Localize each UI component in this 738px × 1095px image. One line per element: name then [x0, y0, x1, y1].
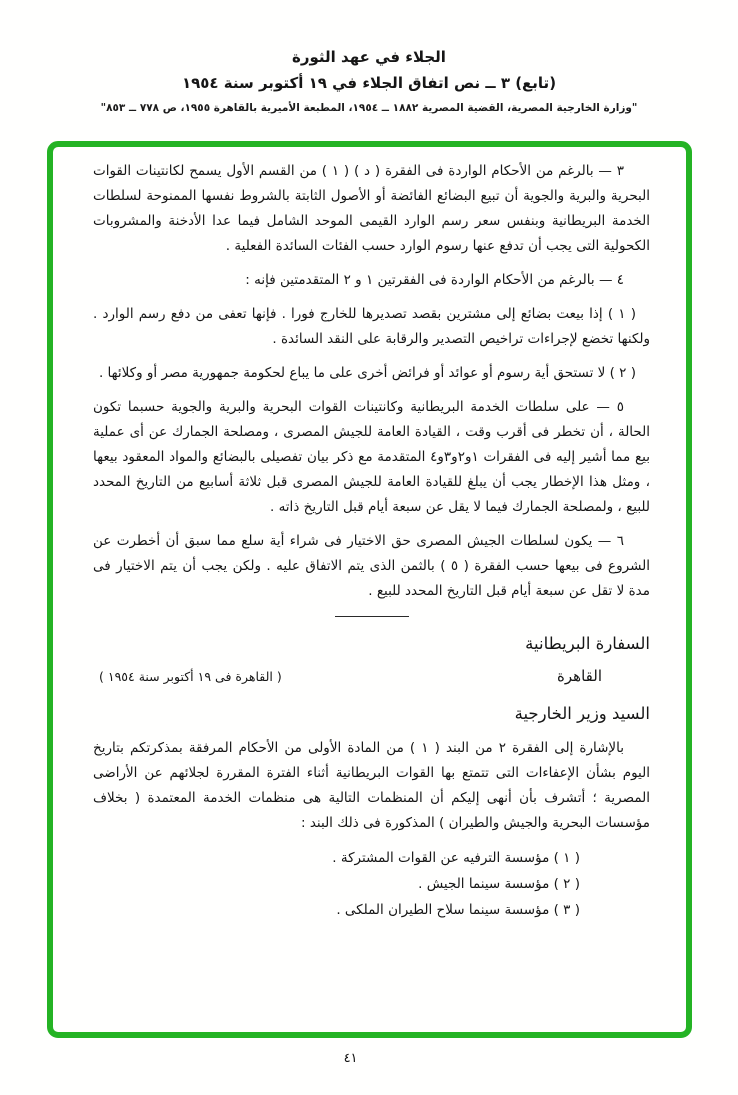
embassy-city: القاهرة: [557, 667, 602, 685]
document-title: الجلاء في عهد الثورة: [292, 48, 446, 66]
document-subtitle: (تابع) ٣ ــ نص اتفاق الجلاء في ١٩ أكتوبر سنة ١٩٥٤: [181, 74, 557, 92]
letter-salutation: السيد وزير الخارجية: [514, 704, 650, 723]
city-date-row: [93, 664, 650, 689]
document-header: [0, 48, 738, 114]
letter-date: ( القاهرة فى ١٩ أكتوبر سنة ١٩٥٤ ): [99, 669, 282, 684]
highlight-rectangle: [47, 141, 692, 1038]
list-item: ( ١ ) مؤسسة الترفيه عن القوات المشتركة .: [332, 850, 580, 866]
page-number: ٤١: [343, 1051, 358, 1066]
organization-list: [93, 845, 580, 923]
clause-3-paragraph: ٣ — بالرغم من الأحكام الواردة فى الفقرة ( د ) ( ١ ) من القسم الأول يسمح لكانتينات القوات البحرية والبرية والجوية أن تبيع البضائع الفائضة أو الأصول الثابتة بالشروط نفسها الممنوحة لسلطات الخدمة البريطانية وبنفس سعر رسم الوارد القيمى الموحد الشامل فيما عدا الأدخنة والمشروبات الكحولية التى يجب أن تدفع عنها رسوم الوارد حسب الفئات السائدة الفعلية .: [93, 163, 650, 254]
agreement-text-block: [93, 159, 650, 1024]
clause-4-item-1: ( ١ ) إذا بيعت بضائع إلى مشترين بقصد تصديرها للخارج فورا . فإنها تعفى من دفع رسم الوارد . ولكنها تخضع لإجراءات تراخيص التصدير والرقابة على النقد السائدة .: [93, 306, 650, 347]
letter-body-paragraph: بالإشارة إلى الفقرة ٢ من البند ( ١ ) من المادة الأولى من الأحكام المرفقة بمذكرتكم بتاريخ اليوم بشأن الإعفاءات التى تتمتع بها القوات البريطانية أثناء الفترة المقررة لجلائهم عن الأراضى المصرية ؛ أتشرف بأن أنهى إليكم أن المنظمات التالية هى منظمات الخدمة المعتمدة ( بخلاف مؤسسات البحرية والجيش والطيران ) المذكورة فى ذلك البند :: [93, 740, 650, 831]
clause-4-item-2: ( ٢ ) لا تستحق أية رسوم أو عوائد أو فرائض أخرى على ما يباع لحكومة جمهورية مصر أو وكلائها .: [98, 365, 636, 381]
clause-6-paragraph: ٦ — يكون لسلطات الجيش المصرى حق الاختيار فى شراء أية سلع مما سبق أن أخطرت عن الشروع فى بيعها حسب الفقرة ( ٥ ) بالثمن الذى يتم الاتفاق عليه . ولكن يجب أن يتم الاختيار فى مدة لا تقل عن سبعة أيام قبل التاريخ المحدد للبيع .: [93, 533, 650, 599]
clause-4-intro: ٤ — بالرغم من الأحكام الواردة فى الفقرتين ١ و ٢ المتقدمتين فإنه :: [245, 272, 624, 288]
clause-5-paragraph: ٥ — على سلطات الخدمة البريطانية وكانتينات القوات البحرية والبرية والجوية حسبما تكون الحالة ، أن تخطر فى أقرب وقت ، القيادة العامة للجيش المصرى ، ومصلحة الجمارك عن أى عملية بيع مما أشير إليه فى الفقرات ١و٢و٣و٤ المتقدمة مع ذكر بيان تفصيلى بالبضائع والمواد المعقود بيعها ، ومثل هذا الإخطار يجب أن يبلغ للقيادة العامة للجيش المصرى قبل ثلاثة أسابيع من التاريخ المحدد للبيع ، ولمصلحة الجمارك فيما لا يقل عن سبعة أيام قبل التاريخ ذاته .: [93, 399, 650, 515]
list-item: ( ٣ ) مؤسسة سينما سلاح الطيران الملكى .: [336, 902, 580, 918]
list-item: ( ٢ ) مؤسسة سينما الجيش .: [418, 876, 580, 892]
section-divider: [335, 616, 409, 617]
source-citation: "وزارة الخارجية المصرية، القضية المصرية ١٨٨٢ ــ ١٩٥٤، المطبعة الأميرية بالقاهرة ١٩٥٥، ص ٧٧٨ ــ ٨٥٣": [100, 102, 638, 114]
embassy-name: السفارة البريطانية: [525, 634, 650, 653]
